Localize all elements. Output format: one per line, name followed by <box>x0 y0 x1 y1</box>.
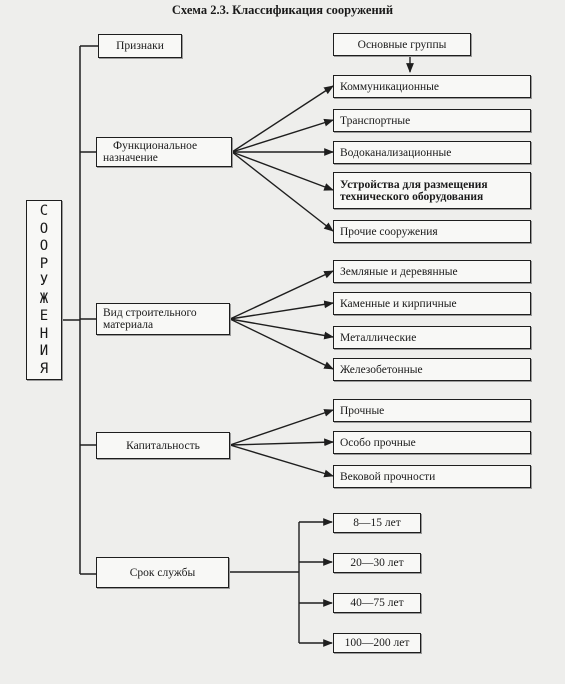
functional-label-line: Функциональное <box>113 140 198 152</box>
root-structures-box <box>26 200 62 380</box>
item-very-durable: Особо прочные <box>333 431 531 454</box>
arrow-f4 <box>232 152 333 190</box>
service-life-box: Срок службы <box>96 557 229 588</box>
arrow-m3 <box>230 319 333 337</box>
arrow-m4 <box>230 319 333 369</box>
root-letter: Н <box>39 325 49 342</box>
item-century-durable: Вековой прочности <box>333 465 531 488</box>
root-letter: О <box>39 238 49 255</box>
item-reinforced-concrete: Железобетонные <box>333 358 531 381</box>
root-letter: И <box>39 343 49 360</box>
equipment-line: Устройства для размещения <box>340 178 488 191</box>
item-equipment-devices <box>333 172 531 209</box>
diagram-title: Схема 2.3. Классификация сооружений <box>171 3 394 17</box>
arrow-m1 <box>230 271 333 319</box>
item-earth-wood: Земляные и деревянные <box>333 260 531 283</box>
item-durable: Прочные <box>333 399 531 422</box>
item-stone-brick: Каменные и кирпичные <box>333 292 531 315</box>
root-letter: Е <box>39 308 49 325</box>
capital-box: Капитальность <box>96 432 230 459</box>
signs-box: Признаки <box>98 34 182 58</box>
item-water-sewer: Водоканализационные <box>333 141 531 164</box>
arrow-f1 <box>232 86 333 152</box>
arrow-f5 <box>232 152 333 231</box>
root-letter: С <box>39 203 49 220</box>
root-letter: О <box>39 220 49 237</box>
root-letter: Ж <box>39 290 49 307</box>
item-20-30: 20—30 лет <box>333 553 421 573</box>
arrow-c1 <box>230 410 333 445</box>
functional-purpose-box <box>96 137 232 167</box>
material-label-line: материала <box>103 319 154 331</box>
arrow-f2 <box>232 120 333 152</box>
item-communication: Коммуникационные <box>333 75 531 98</box>
item-8-15: 8—15 лет <box>333 513 421 533</box>
item-40-75: 40—75 лет <box>333 593 421 613</box>
item-other: Прочие сооружения <box>333 220 531 243</box>
root-letter: У <box>39 273 49 290</box>
item-metal: Металлические <box>333 326 531 349</box>
main-groups-box: Основные группы <box>333 33 471 56</box>
root-letter: Я <box>39 360 49 377</box>
arrow-c2 <box>230 442 333 445</box>
building-material-box <box>96 303 230 335</box>
equipment-line: технического оборудования <box>340 190 484 203</box>
arrow-m2 <box>230 303 333 319</box>
item-100-200: 100—200 лет <box>333 633 421 653</box>
root-letter: Р <box>39 255 49 272</box>
arrow-c3 <box>230 445 333 476</box>
functional-label-line: назначение <box>103 152 158 164</box>
item-transport: Транспортные <box>333 109 531 132</box>
material-label-line: Вид строительного <box>103 307 197 319</box>
